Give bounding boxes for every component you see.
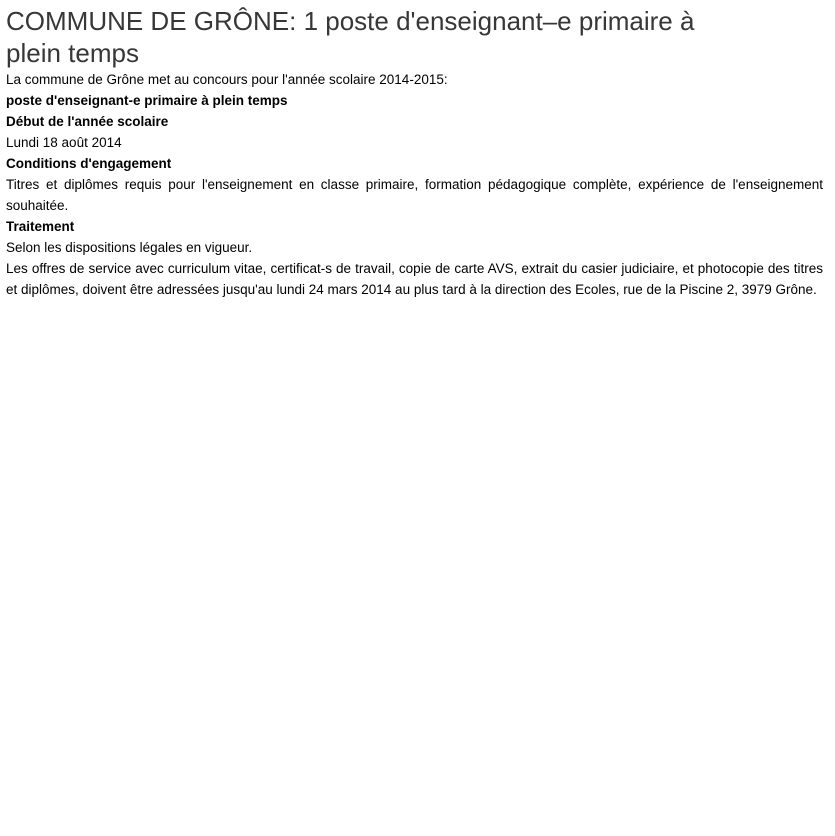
page-title: COMMUNE DE GRÔNE: 1 poste d'enseignant–e primaire à plein temps [6, 6, 695, 68]
section-heading-salary: Traitement [6, 219, 75, 234]
intro-paragraph: La commune de Grône met au concours pour l'année scolaire 2014-2015: [6, 72, 448, 87]
section-heading-post: poste d'enseignant-e primaire à plein temps [6, 93, 288, 108]
salary-text: Selon les dispositions légales en vigueur. [6, 240, 253, 255]
section-heading-conditions: Conditions d'engagement [6, 156, 172, 171]
start-date-text: Lundi 18 août 2014 [6, 135, 122, 150]
section-heading-start-date: Début de l'année scolaire [6, 114, 169, 129]
document-page [0, 5, 835, 300]
conditions-text: Titres et diplômes requis pour l'enseignement en classe primaire, formation pédagogique complète, expérience de l'enseignement souhaitée. [6, 177, 823, 213]
closing-paragraph: Les offres de service avec curriculum vitae, certificat-s de travail, copie de carte AVS, extrait du casier judiciaire, et photocopie des titres et diplômes, doivent être adressées jusqu'au lundi 24 mars 2014 au plus tard à la direction des Ecoles, rue de la Piscine 2, 3979 Grône. [6, 261, 823, 297]
